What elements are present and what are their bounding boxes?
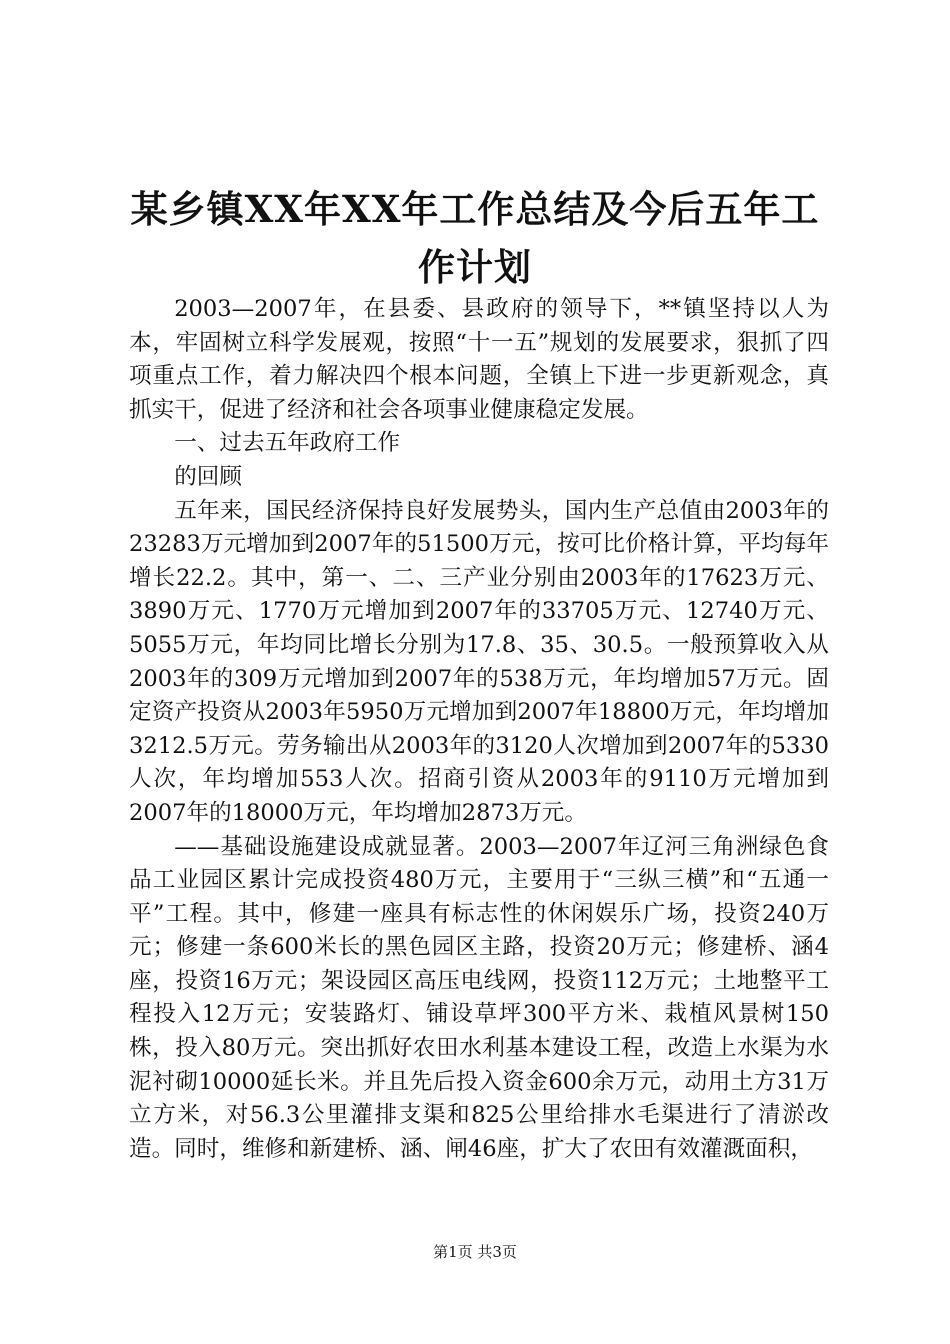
document-title: 某乡镇XX年XX年工作总结及今后五年工作计划 xyxy=(130,187,820,289)
paragraph-economy: 五年来，国民经济保持良好发展势头，国内生产总值由2003年的23283万元增加到2007年的51500万元，按可比价格计算，平均每年增长22.2。其中，第一、二、三产业分别由2003年的17623万元、3890万元、1770万元增加到2007年的33705万元、12740万元、5055万元，年均同比增长分别为17.8、35、30.5。一般预算收入从2003年的309万元增加到2007年的538万元，年均增加57万元。固定资产投资从2003年5950万元增加到2007年18800万元，年均增加3212.5万元。劳务输出从2003年的3120人次增加到2007年的5330人次，年均增加553人次。招商引资从2003年的9110万元增加到2007年的18000万元，年均增加2873万元。 xyxy=(129,497,829,826)
page-footer: 第1页 共3页 xyxy=(433,1243,517,1261)
section-heading: 一、过去五年政府工作 xyxy=(174,430,401,457)
paragraph-intro: 2003—2007年，在县委、县政府的领导下，**镇坚持以人为本，牢固树立科学发展观，按照“十一五”规划的发展要求，狠抓了四项重点工作，着力解决四个根本问题，全镇上下进一步更新观念，真抓实干，促进了经济和社会各项事业健康稳定发展。 xyxy=(129,296,829,423)
section-heading-continuation: 的回顾 xyxy=(174,463,242,490)
paragraph-infrastructure: ——基础设施建设成就显著。2003—2007年辽河三角洲绿色食品工业园区累计完成投资480万元，主要用于“三纵三横”和“五通一平”工程。其中，修建一座具有标志性的休闲娱乐广场，投资240万元；修建一条600米长的黑色园区主路，投资20万元；修建桥、涵4座，投资16万元；架设园区高压电线网，投资112万元；土地整平工程投入12万元；安装路灯、铺设草坪300平方米、栽植风景树150株，投入80万元。突出抓好农田水利基本建设工程，改造上水渠为水泥衬砌10000延长米。并且先后投入资金600余万元，动用土方31万立方米，对56.3公里灌排支渠和825公里给排水毛渠进行了清淤改造。同时，维修和新建桥、涵、闸46座，扩大了农田有效灌溉面积， xyxy=(129,833,829,1162)
document-body xyxy=(129,293,829,1166)
